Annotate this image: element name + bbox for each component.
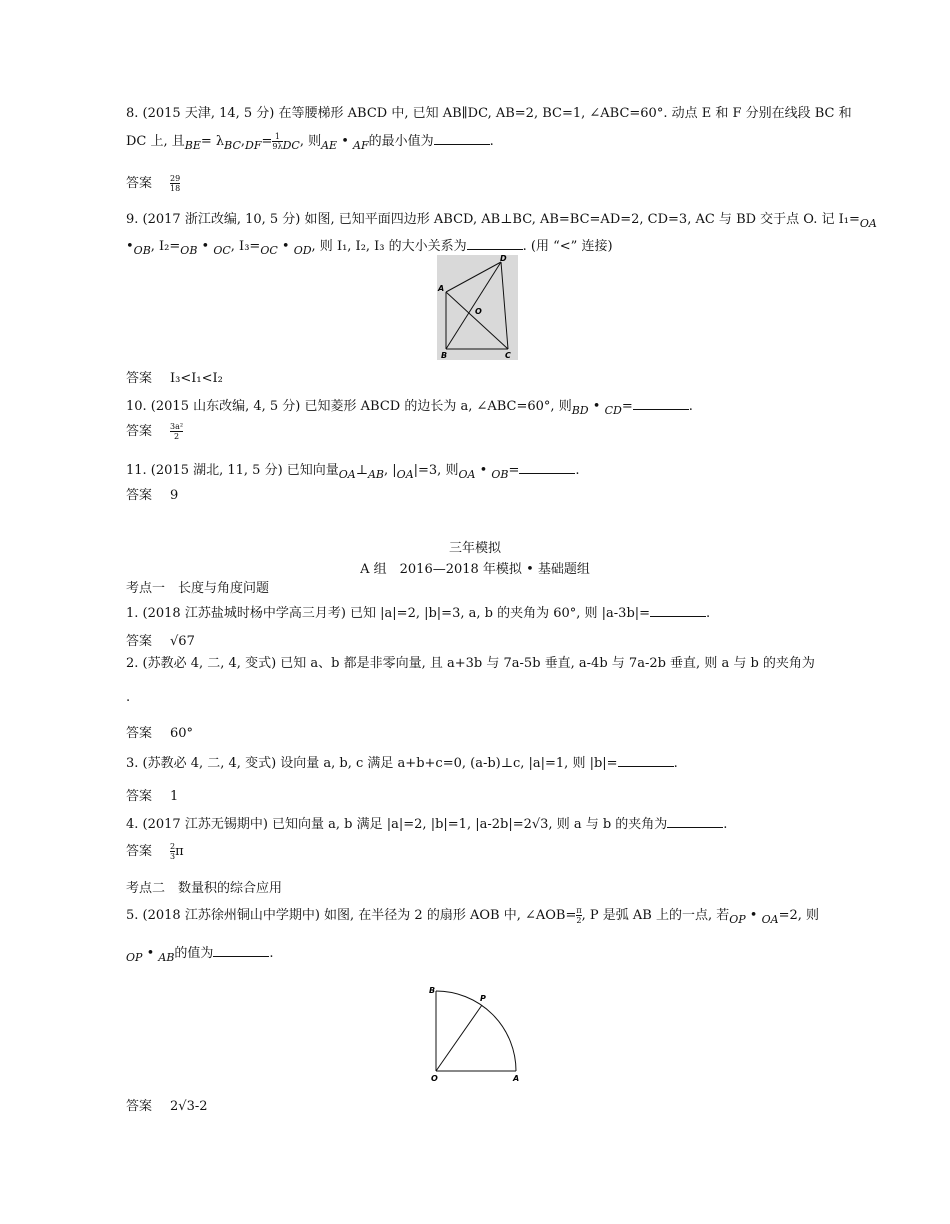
s3-answer	[126, 785, 178, 804]
answer-label: 答案	[126, 424, 153, 439]
s4-answer	[126, 840, 184, 861]
pi-symbol: π	[175, 844, 184, 859]
vector-oa: OA	[859, 217, 877, 230]
quadrilateral-figure	[437, 255, 518, 360]
q11-line	[126, 461, 580, 479]
s1-answer	[126, 630, 195, 649]
answer-blank	[618, 754, 674, 767]
q11-eq: =	[508, 463, 520, 478]
q10-text: 10. (2015 山东改编, 4, 5 分) 已知菱形 ABCD 的边长为 a, ∠ABC=60°, 则	[126, 399, 572, 414]
s2-line: 2. (苏教必 4, 二, 4, 变式) 已知 a、b 都是非零向量, 且 a+3b 与 7a-5b 垂直, a-4b 与 7a-2b 垂直, 则 a 与 b 的夹角为	[126, 656, 815, 671]
answer-value: 9	[170, 488, 179, 503]
s2-answer	[126, 722, 193, 741]
perp-symbol: ⊥	[355, 463, 368, 478]
dot-product: •	[126, 239, 134, 254]
q8-text: DC 上, 且	[126, 134, 185, 149]
s3-line	[126, 754, 678, 772]
q9-text: 9. (2017 浙江改编, 10, 5 分) 如图, 已知平面四边形 ABCD, AB⊥BC, AB=BC=AD=2, CD=3, AC 与 BD 交于点 O. 记 I₁=	[126, 212, 860, 227]
q11-period: .	[575, 463, 580, 478]
answer-value: 1	[170, 789, 179, 804]
q8-line2	[126, 132, 494, 151]
answer-label: 答案	[126, 176, 153, 191]
s1-period: .	[706, 606, 711, 621]
vector-dc: DC	[282, 139, 300, 152]
s4-text: 4. (2017 江苏无锡期中) 已知向量 a, b 满足 |a|=2, |b|=1, |a-2b|=2√3, 则 a 与 b 的夹角为	[126, 817, 668, 832]
s5-line2	[126, 944, 274, 962]
q9-line1	[126, 212, 877, 228]
q10-answer	[126, 420, 183, 441]
dot-product: •	[592, 399, 601, 414]
answer-blank	[434, 132, 490, 145]
vector-od: OD	[293, 244, 312, 257]
s5-text: 5. (2018 江苏徐州铜山中学期中) 如图, 在半径为 2 的扇形 AOB 中, ∠AOB=	[126, 908, 577, 923]
q9-answer	[126, 367, 223, 386]
q8-line1: 8. (2015 天津, 14, 5 分) 在等腰梯形 ABCD 中, 已知 AB∥DC, AB=2, BC=1, ∠ABC=60°. 动点 E 和 F 分别在线段 BC 和	[126, 106, 852, 121]
answer-blank	[650, 604, 706, 617]
q11-mid2: |=3, 则	[413, 463, 459, 478]
vector-op: OP	[126, 951, 143, 964]
q11-mid: , |	[384, 463, 397, 478]
label-b: B	[429, 986, 436, 995]
q11-answer	[126, 484, 178, 503]
vector-ae: AE	[321, 139, 338, 152]
answer-blank	[519, 461, 575, 474]
kp2-heading: 考点二 数量积的综合应用	[126, 881, 283, 896]
answer-label: 答案	[126, 844, 153, 859]
answer-value: √67	[170, 634, 195, 649]
q10-period: .	[688, 399, 693, 414]
dot-product: •	[341, 134, 349, 149]
q8-eq: = λ	[200, 134, 225, 149]
answer-label: 答案	[126, 488, 153, 503]
s3-text: 3. (苏教必 4, 二, 4, 变式) 设向量 a, b, c 满足 a+b+c=0, (a-b)⊥c, |a|=1, 则 |b|=	[126, 756, 618, 771]
vector-be: BE	[184, 139, 201, 152]
dot-product: •	[479, 463, 488, 478]
s5-answer	[126, 1095, 208, 1114]
q10-line	[126, 397, 693, 415]
label-a: A	[513, 1074, 520, 1083]
q9-tail: , 则 I₁, I₂, I₃ 的大小关系为	[311, 239, 467, 254]
answer-label: 答案	[126, 371, 153, 386]
q8-period: .	[489, 134, 494, 149]
label-d: D	[500, 255, 507, 263]
s5-text-b: , P 是弧 AB 上的一点, 若	[581, 908, 730, 923]
s1-text: 1. (2018 江苏盐城时杨中学高三月考) 已知 |a|=2, |b|=3, a, b 的夹角为 60°, 则 |a-3b|=	[126, 606, 651, 621]
s4-line	[126, 815, 727, 833]
s5-tail: 的值为	[174, 946, 214, 961]
q8-answer	[126, 172, 180, 193]
s5-line1	[126, 906, 819, 925]
quadrilateral-diagram	[437, 255, 518, 360]
section-subtitle: A 组 2016—2018 年模拟 • 基础题组	[360, 562, 590, 577]
answer-value: 60°	[170, 726, 194, 741]
dot-product: •	[281, 239, 290, 254]
answer-value: I₃<I₁<I₂	[170, 371, 223, 386]
vector-cd: CD	[604, 404, 622, 417]
s5-period: .	[269, 946, 274, 961]
vector-ab: AB	[367, 468, 385, 481]
vector-bd: BD	[571, 404, 589, 417]
dot-product: •	[146, 946, 155, 961]
q8-eq2: =	[261, 134, 273, 149]
kp1-heading: 考点一 长度与角度问题	[126, 581, 270, 596]
q9-i2: , I₂=	[150, 239, 181, 254]
vector-oa: OA	[396, 468, 414, 481]
vector-oa: OA	[761, 913, 779, 926]
fraction: $\frac{1}{9\lambda}$	[272, 132, 283, 151]
answer-blank	[467, 237, 523, 250]
vector-oa: OA	[338, 468, 356, 481]
vector-ob: OB	[133, 244, 151, 257]
s3-period: .	[673, 756, 678, 771]
answer-label: 答案	[126, 634, 153, 649]
vector-op: OP	[729, 913, 746, 926]
label-b: B	[441, 351, 448, 360]
vector-ab: AB	[158, 951, 175, 964]
q8-then: , 则	[299, 134, 322, 149]
label-o: O	[431, 1074, 438, 1083]
answer-blank	[667, 815, 723, 828]
dot-product: •	[201, 239, 210, 254]
section-title: 三年模拟	[448, 541, 501, 556]
q8-comma: ,	[240, 134, 246, 149]
answer-blank	[633, 397, 689, 410]
vector-oc: OC	[260, 244, 278, 257]
label-o: O	[475, 307, 482, 316]
sector-diagram	[426, 985, 526, 1085]
q11-text: 11. (2015 湖北, 11, 5 分) 已知向量	[126, 463, 339, 478]
answer-label: 答案	[126, 789, 153, 804]
answer-fraction: $\frac{2}{3}$	[170, 842, 176, 861]
q9-i3: , I₃=	[230, 239, 261, 254]
answer-label: 答案	[126, 1099, 153, 1114]
dot-product: •	[749, 908, 758, 923]
label-c: C	[505, 351, 511, 360]
answer-fraction: $\frac{29}{18}$	[170, 174, 181, 193]
answer-blank	[213, 944, 269, 957]
q10-eq: =	[621, 399, 633, 414]
vector-ob: OB	[491, 468, 509, 481]
vector-oc: OC	[213, 244, 231, 257]
answer-value: 2√3-2	[170, 1099, 208, 1114]
q9-tail2: . (用 “<” 连接)	[522, 239, 613, 254]
answer-fraction: $\frac{\text{3a²}}{2}$	[170, 422, 184, 441]
s4-period: .	[723, 817, 728, 832]
label-a: A	[438, 284, 445, 293]
s5-text-c: =2, 则	[778, 908, 820, 923]
vector-af: AF	[353, 139, 369, 152]
fraction: $\frac{\pi}{2}$	[576, 906, 582, 925]
q9-line2	[126, 237, 613, 255]
q8-tail: 的最小值为	[368, 134, 434, 149]
s1-line	[126, 604, 710, 622]
vector-ob: OB	[180, 244, 198, 257]
vector-df: DF	[245, 139, 262, 152]
vector-bc: BC	[224, 139, 241, 152]
vector-oa: OA	[458, 468, 476, 481]
s2-dot: .	[126, 690, 131, 705]
answer-label: 答案	[126, 726, 153, 741]
label-p: P	[480, 994, 486, 1003]
